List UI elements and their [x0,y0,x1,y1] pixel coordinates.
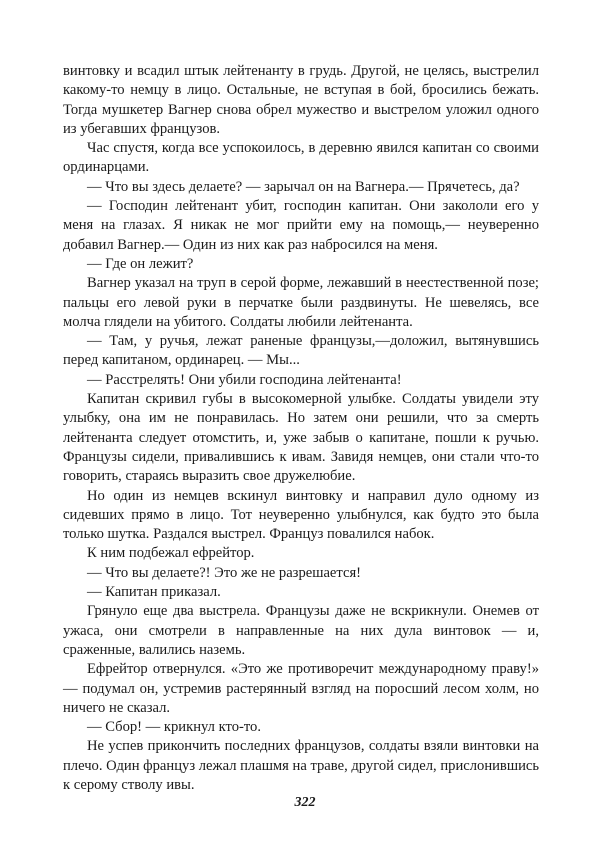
paragraph: винтовку и всадил штык лейтенанту в грудь. Другой, не целясь, выстрелил какому-то немцу в лицо. Остальные, не вступая в бой, бросились бежать. Тогда мушкетер Вагнер снова обрел мужество и выстрелом уложил одного из убегавших французов. [63,63,539,137]
paragraph: — Там, у ручья, лежат раненые французы,—доложил, вытянувшись перед капитаном, ординарец. — Мы... [63,333,539,369]
paragraph: — Господин лейтенант убит, господин капитан. Они закололи его у меня на глазах. Я никак не мог прийти ему на помощь,— неуверенно добавил Вагнер.— Один из них как раз набросился на меня. [63,198,539,253]
paragraph: Капитан скривил губы в высокомерной улыбке. Солдаты увидели эту улыбку, она им не понравилась. Но затем они решили, что за смерть лейтенанта следует отомстить, и, уже забыв о капитане, пошли к ручью. Французы сидели, привалившись к ивам. Завидя немцев, они стали что-то говорить, стараясь выразить свое дружелюбие. [63,391,539,485]
paragraph: К ним подбежал ефрейтор. [87,545,255,562]
paragraph: — Сбор! — крикнул кто-то. [87,719,261,736]
page-number: 322 [294,795,316,810]
page-text [63,62,539,795]
paragraph: — Где он лежит? [87,255,194,272]
paragraph: Ефрейтор отвернулся. «Это же противоречит международному праву!» — подумал он, устремив растерянный взгляд на поросший лесом холм, но ничего не сказал. [63,661,539,716]
paragraph: — Капитан приказал. [87,584,221,601]
paragraph: — Расстрелять! Они убили господина лейтенанта! [87,371,402,388]
paragraph: Не успев прикончить последних французов, солдаты взяли винтовки на плечо. Один француз лежал плашмя на траве, другой сидел, прислонившись к серому стволу ивы. [63,738,540,793]
paragraph: — Что вы делаете?! Это же не разрешается! [87,564,362,581]
paragraph: Но один из немцев вскинул винтовку и направил дуло одному из сидевших прямо в лицо. Тот неуверенно улыбнулся, как будто это была только шутка. Раздался выстрел. Француз повалился набок. [63,487,539,543]
paragraph: Час спустя, когда все успокоилось, в деревню явился капитан со своими ординарцами. [63,140,539,176]
paragraph: — Что вы здесь делаете? — зарычал он на Вагнера.— Прячетесь, да? [87,178,520,195]
paragraph: Грянуло еще два выстрела. Французы даже не вскрикнули. Онемев от ужаса, они смотрели в направленные на них дула винтовок — и, сраженные, валились наземь. [63,603,539,658]
paragraph: Вагнер указал на труп в серой форме, лежавший в неестественной позе; пальцы его левой руки в перчатке были раздвинуты. Не шевелясь, все молча глядели на убитого. Солдаты любили лейтенанта. [63,275,539,330]
